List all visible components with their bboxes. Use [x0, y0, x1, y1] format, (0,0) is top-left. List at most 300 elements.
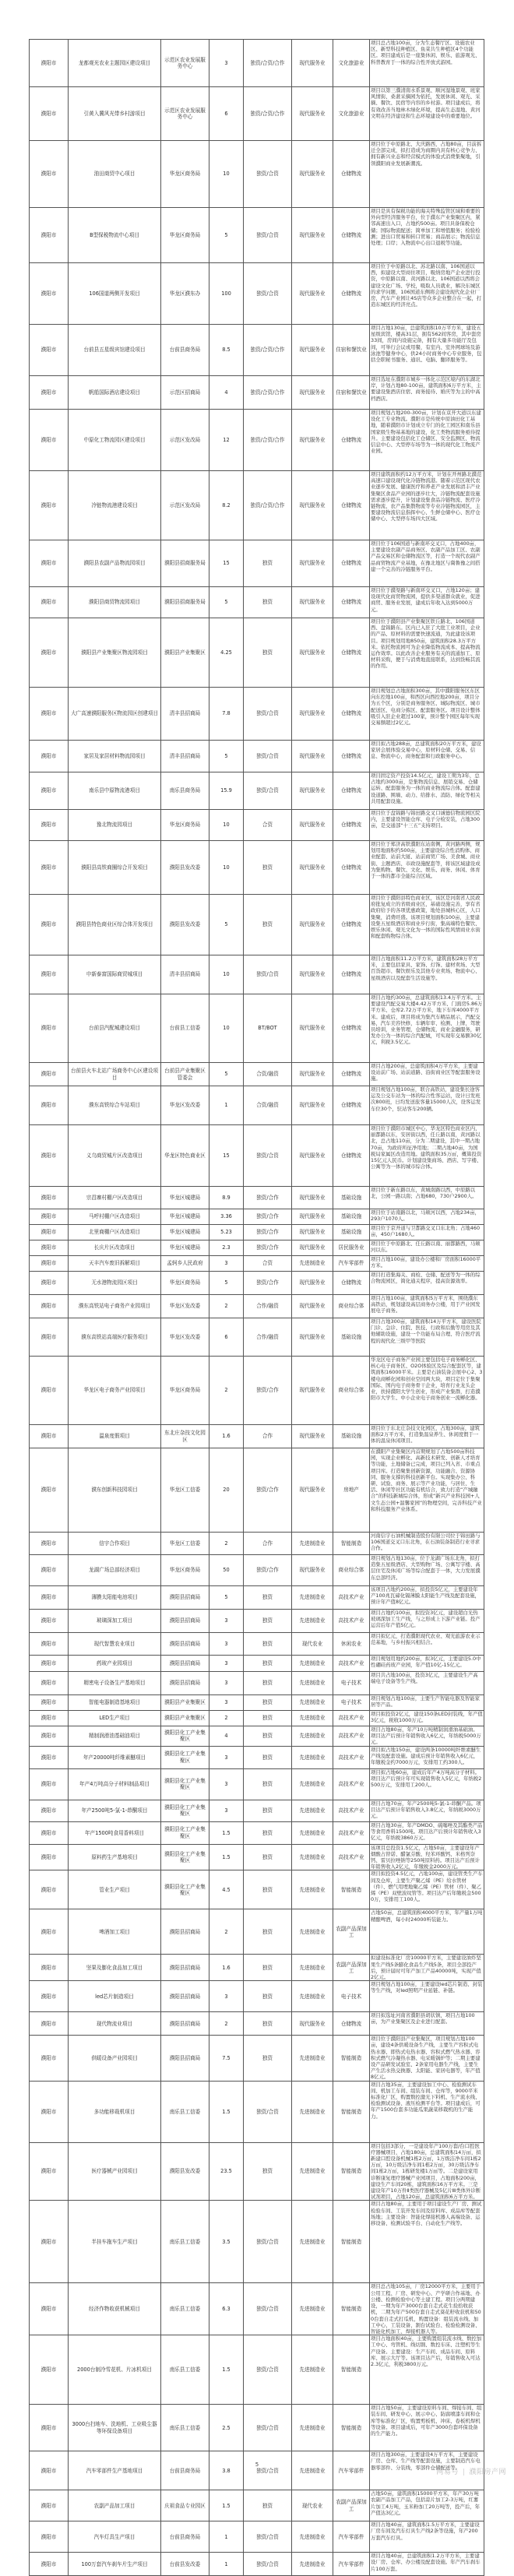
- city-cell: 濮阳市: [30, 895, 69, 955]
- sector-cell: 住宿和餐饮业: [333, 376, 370, 410]
- sector-cell: 仓储物流: [333, 1063, 370, 1086]
- investment-amount-cell: 1: [209, 2553, 244, 2576]
- city-cell: 濮阳市: [30, 841, 69, 895]
- city-cell: 濮阳市: [30, 1909, 69, 1955]
- investment-amount-cell: 4.25: [209, 618, 244, 688]
- table-row: [30, 810, 484, 841]
- contact-unit-cell: 南乐县工信委: [161, 2405, 209, 2451]
- table-row: [30, 1240, 484, 1256]
- sector-cell: 智能制造: [333, 2142, 370, 2201]
- investment-amount-cell: 5: [209, 1272, 244, 1295]
- table-row: [30, 263, 484, 325]
- description-cell: 项目占地40亩，建筑面积1.5万平方米，主要建设厂房车间及汽车灯具生产线2条等设施，年产200万套汽车灯具。: [370, 2521, 484, 2553]
- sector-cell: 高技术产业: [333, 1586, 370, 1610]
- cooperation-mode-cell: 独资: [244, 1656, 292, 1672]
- contact-unit-cell: 华龙区商务局: [161, 1555, 209, 1586]
- project-name-cell: LED生产项目: [69, 1711, 161, 1726]
- industry-cell: 先进制造业: [292, 2283, 333, 2335]
- investment-amount-cell: 4: [209, 376, 244, 410]
- project-name-cell: 2000台制冷雪花机、片冰机项目: [69, 2335, 161, 2405]
- investment-amount-cell: 1.6: [209, 1425, 244, 1448]
- contact-unit-cell: 台前县发改委: [161, 2553, 209, 2576]
- city-cell: 濮阳市: [30, 741, 69, 772]
- cooperation-mode-cell: 独资/合作: [244, 1225, 292, 1240]
- sector-cell: 农副产品深加工: [333, 2490, 370, 2521]
- city-cell: 濮阳市: [30, 1209, 69, 1225]
- city-cell: 濮阳市: [30, 2451, 69, 2490]
- industry-cell: 现代服务业: [292, 587, 333, 618]
- industry-cell: 先进制造业: [292, 1746, 333, 1768]
- sector-cell: 汽车零部件: [333, 2521, 370, 2553]
- investment-amount-cell: 5: [209, 1063, 244, 1086]
- contact-unit-cell: 濮阳县发改委: [161, 2142, 209, 2201]
- sector-cell: 仓储物流: [333, 1086, 370, 1125]
- contact-unit-cell: 濮阳县招商局: [161, 1633, 209, 1656]
- city-cell: 濮阳市: [30, 87, 69, 141]
- description-cell: 项目位于京开道与卫都路交叉口东北角；占地460亩，450户1680人。: [370, 1225, 484, 1240]
- industry-cell: 先进制造业: [292, 2036, 333, 2081]
- description-cell: 项目占地130亩，总建筑面积10万平方米，建设五星级宾馆，楼高31层，拥有562间客房，其中套房33间，房间内设施完备，拥有大量多功能厅及包间，可举行会议或用餐，有室内、室外网球场及游泳池等健身中心，供24小时商务中心专业服务，包括全职秘书服务、通讯、电脑、翻译服务等。: [370, 325, 484, 376]
- industry-cell: 现代服务业: [292, 263, 333, 325]
- investment-amount-cell: 2.5: [209, 2405, 244, 2451]
- table-row: [30, 2283, 484, 2335]
- table-row: [30, 1981, 484, 2012]
- project-name-cell: 坚果及膨化食品加工项目: [69, 1955, 161, 1981]
- project-name-cell: 濮阳县高铁商圈综合开发项目: [69, 841, 161, 895]
- investment-amount-cell: 15: [209, 540, 244, 587]
- description-cell: 项目规划占地200-300亩，计划在京开大道以东建设化工专业物流。濮阳市是传统中原油田化工基地，随着濮阳市计划成立专门的化工园区和南乐县国家级生物基基地的建设，化工类物流服务亟待提升。主要建设包括化工仓储区、安全监测区、物流信息中心、大型停车场等为一体的现代化工物流产业园。: [370, 410, 484, 471]
- description-cell: 项目位于106国道与新南环交叉口，占地400亩，主要建设农副产品商务区、农副产品加工区、农副产品交易区和仓储物流区等，打造一个现代农副产品商贸物流产业基地，在豫北地区与冀鲁豫之间搭建一个完善的冷链服务平台。: [370, 540, 484, 587]
- investment-amount-cell: 5: [209, 208, 244, 263]
- description-cell: 项目总占地105亩，厂房12000平方米，主要用于公用工程、厂房、研发中心、产学研合作基地、办公楼、检测检验中心等土建工程。项目分两期建设，一期为年产3000台套自走式花生捡拾收获机，二期为年产500台套自走式葵花籽收获机和500台套自走式打瓜机，购置设备：组装流水线、加工中心、工装设备、割台试验台、检验检测设备、智能化机加工、焊接机器人等。: [370, 2283, 484, 2335]
- contact-unit-cell: 濮阳县产业集聚区: [161, 1695, 209, 1711]
- project-name-cell: 无水港物流园区项目: [69, 1272, 161, 1295]
- sector-cell: 仓储物流: [333, 895, 370, 955]
- contact-unit-cell: 濮阳县招商局: [161, 2012, 209, 2036]
- contact-unit-cell: 濮阳县产业集聚区: [161, 618, 209, 688]
- city-cell: 濮阳市: [30, 2490, 69, 2521]
- project-name-cell: 濮东创新科技园项目: [69, 1448, 161, 1533]
- investment-amount-cell: 3: [209, 1610, 244, 1633]
- sector-cell: 房地产: [333, 1448, 370, 1533]
- industry-cell: 先进制造业: [292, 1955, 333, 1981]
- project-name-cell: 龙都观光农业主题园区建设项目: [69, 40, 161, 87]
- cooperation-mode-cell: 独资: [244, 1955, 292, 1981]
- industry-cell: 现代服务业: [292, 1357, 333, 1425]
- industry-cell: 现代服务业: [292, 208, 333, 263]
- investment-amount-cell: 8.5: [209, 325, 244, 376]
- city-cell: 濮阳市: [30, 2283, 69, 2335]
- contact-unit-cell: 濮阳县招商局: [161, 1610, 209, 1633]
- table-row: [30, 1063, 484, 1086]
- table-row: [30, 1800, 484, 1821]
- contact-unit-cell: 东北庄杂技文化园区: [161, 1425, 209, 1448]
- project-name-cell: 现代智慧农业项目: [69, 1633, 161, 1656]
- city-cell: 濮阳市: [30, 1586, 69, 1610]
- industry-cell: 现代农业: [292, 1633, 333, 1656]
- description-cell: 项目占地30亩，年产DMDO、硫噻唑及其酯类产品等食用香料1500吨。项目达产后预计年销售收入3亿元，年纳税3860万元。: [370, 1821, 484, 1844]
- industry-cell: 先进制造业: [292, 2451, 333, 2490]
- industry-cell: 现代服务业: [292, 376, 333, 410]
- city-cell: 濮阳市: [30, 2521, 69, 2553]
- project-name-cell: 信宇合作项目: [69, 1533, 161, 1555]
- watermark-brand: 网易号: [436, 2469, 459, 2476]
- cooperation-mode-cell: 合资: [244, 1256, 292, 1272]
- description-cell: 项目位于新东路以东，黄城南路以西，中原路以北，公园一路以南；占地680，730户2900人。: [370, 1187, 484, 1209]
- table-row: [30, 955, 484, 994]
- description-cell: 项目拟选址河南省濮阳县胡状镇，项目占地100亩，为产业集聚区及企业进行配套。: [370, 2012, 484, 2036]
- sector-cell: 高技术产业: [333, 1656, 370, 1672]
- sector-cell: 仓储物流: [333, 741, 370, 772]
- industry-cell: 现代服务业: [292, 2012, 333, 2036]
- table-row: [30, 618, 484, 688]
- contact-unit-cell: 南乐县工信委: [161, 2335, 209, 2405]
- sector-cell: 仓储物流: [333, 810, 370, 841]
- contact-unit-cell: 孟轲乡人民政府: [161, 1256, 209, 1272]
- table-row: [30, 2142, 484, 2201]
- cooperation-mode-cell: 合作/融资: [244, 1318, 292, 1357]
- investment-amount-cell: 10: [209, 994, 244, 1063]
- investment-projects-table: [29, 39, 484, 2576]
- cooperation-mode-cell: 独资/合作: [244, 1240, 292, 1256]
- project-name-cell: 濮阳县商贸物流园项目: [69, 587, 161, 618]
- industry-cell: 现代服务业: [292, 325, 333, 376]
- sector-cell: 仓储物流: [333, 2012, 370, 2036]
- description-cell: 河南信宇石油机械制造股份有限公司位于锦田路与106国道交叉口东北角，在石油装备制造行业寻求合作。: [370, 1533, 484, 1555]
- cooperation-mode-cell: 独资/合资: [244, 2283, 292, 2335]
- sector-cell: 智能制造: [333, 2283, 370, 2335]
- investment-amount-cell: 5: [209, 741, 244, 772]
- sector-cell: 仓储物流: [333, 955, 370, 994]
- project-name-cell: 医疗器械产业园项目: [69, 2142, 161, 2201]
- description-cell: 项目位于濮渠路与新南环交叉口，占地120亩；建设现代化商贸物流园，提供多渠道群众就业，促进商贸、服务业发展，建成后年收入达到5000万元。: [370, 587, 484, 618]
- table-row: [30, 376, 484, 410]
- city-cell: 濮阳市: [30, 540, 69, 587]
- investment-amount-cell: 20: [209, 1448, 244, 1533]
- project-name-cell: 台前县汽配城建设项目: [69, 994, 161, 1063]
- contact-unit-cell: 华龙区发改委: [161, 1086, 209, 1125]
- investment-amount-cell: 2.3: [209, 1240, 244, 1256]
- industry-cell: 先进制造业: [292, 1981, 333, 2012]
- city-cell: 濮阳市: [30, 325, 69, 376]
- city-cell: 濮阳市: [30, 1672, 69, 1695]
- investment-amount-cell: 100: [209, 263, 244, 325]
- investment-amount-cell: 3: [209, 1256, 244, 1272]
- cooperation-mode-cell: 独资/合作: [244, 1357, 292, 1425]
- investment-amount-cell: 8.2: [209, 471, 244, 540]
- project-name-cell: 智能电器制造基地项目: [69, 1695, 161, 1711]
- sector-cell: 仓储物流: [333, 1125, 370, 1187]
- project-name-cell: 台前县火车北站广场商务中心区建设项目: [69, 1063, 161, 1086]
- industry-cell: 现代服务业: [292, 471, 333, 540]
- sector-cell: 仓储物流: [333, 994, 370, 1063]
- investment-amount-cell: 5: [209, 1586, 244, 1610]
- sector-cell: 高技术产业: [333, 1711, 370, 1726]
- sector-cell: 电子技术: [333, 1981, 370, 2012]
- project-name-cell: led芯片制造项目: [69, 1981, 161, 2012]
- project-name-cell: 马呼村棚户区改造项目: [69, 1209, 161, 1225]
- table-row: [30, 1821, 484, 1844]
- description-cell: 项目拟占地60亩，建成后年产4万吨高分子材料。项目达产后预计年可实现销售收入5亿元，年纳税2500万元，安排用工200人。: [370, 1768, 484, 1800]
- project-name-cell: 冷链物流港建设项目: [69, 471, 161, 540]
- cooperation-mode-cell: 独资/合资/合作: [244, 471, 292, 540]
- table-row: [30, 540, 484, 587]
- contact-unit-cell: 濮阳县招商局: [161, 2036, 209, 2081]
- city-cell: 濮阳市: [30, 1955, 69, 1981]
- investment-amount-cell: 23.5: [209, 2142, 244, 2201]
- contact-unit-cell: 濮阳县招商局: [161, 1656, 209, 1672]
- project-name-cell: 农副产品加工项目: [69, 2490, 161, 2521]
- sector-cell: 文化旅游业: [333, 40, 370, 87]
- sector-cell: 高技术产业: [333, 1768, 370, 1800]
- city-cell: 濮阳市: [30, 1610, 69, 1633]
- contact-unit-cell: 华龙区濮东办: [161, 263, 209, 325]
- project-name-cell: 濮东高铁站高端医疗服务项目: [69, 1318, 161, 1357]
- project-name-cell: 宗昌寨村棚户区改造项目: [69, 1187, 161, 1209]
- city-cell: 濮阳市: [30, 1187, 69, 1209]
- project-name-cell: 年产4万吨高分子材料制品项目: [69, 1768, 161, 1800]
- sector-cell: 高技术产业: [333, 1800, 370, 1821]
- project-name-cell: 精密电子设备生产基地项目: [69, 1672, 161, 1695]
- project-name-cell: B型保税物流中心项目: [69, 208, 161, 263]
- investment-amount-cell: 5: [209, 895, 244, 955]
- city-cell: 濮阳市: [30, 1240, 69, 1256]
- cooperation-mode-cell: 独资/合作: [244, 1448, 292, 1533]
- contact-unit-cell: 华龙区工信委: [161, 1448, 209, 1533]
- city-cell: 濮阳市: [30, 1425, 69, 1448]
- investment-amount-cell: 1.5: [209, 2335, 244, 2405]
- cooperation-mode-cell: 独资: [244, 587, 292, 618]
- table-row: [30, 2012, 484, 2036]
- city-cell: 濮阳市: [30, 1746, 69, 1768]
- city-cell: 濮阳市: [30, 587, 69, 618]
- table-row: [30, 1448, 484, 1533]
- project-name-cell: 濮东高铁站电子商务产业园项目: [69, 1295, 161, 1318]
- cooperation-mode-cell: 独资/合资/合作: [244, 376, 292, 410]
- industry-cell: 先进制造业: [292, 1821, 333, 1844]
- table-row: [30, 688, 484, 741]
- industry-cell: 先进制造业: [292, 1533, 333, 1555]
- city-cell: 濮阳市: [30, 1357, 69, 1425]
- investment-amount-cell: 3.5: [209, 2201, 244, 2283]
- industry-cell: 现代服务业: [292, 841, 333, 895]
- description-cell: 项目占地约300亩，总建筑面积13.4万平方米。主要建设汽配交易大楼4.42万平方米、门面房5.86万平方米、仓库2.72万平方米，地下车库4000平方米。建成后，项目将成为集汽车精品展示，汽配交易，汽车美容快修，车辆年审、检测、上牌，驾驶员培训，业务管理，仓储物流，商业金融服务，研发办公为一体的综合汽配城，可实现年交易额30亿元，利税3.5亿元。: [370, 994, 484, 1063]
- project-name-cell: 汽车零部件生产基地项目: [69, 2451, 161, 2490]
- description-cell: 项目位于濮阳县产业集聚区，项目规划占地100亩，建设4条供暖设备生产线，主要生产容积式电热水器、即热式电热水器、容积式燃气热水器、容积式燃气冷凝热水器、电采暖锅炉等；二期主要建设产品研发试验室、2条家用电器生产线，主要生产生活水热交换器、太阳能、家居电器等，年产值8亿元。: [370, 2036, 484, 2081]
- investment-amount-cell: 2: [209, 1909, 244, 1955]
- investment-amount-cell: 2: [209, 1357, 244, 1425]
- contact-unit-cell: 示范区发改局: [161, 471, 209, 540]
- sector-cell: 仓储物流: [333, 540, 370, 587]
- cooperation-mode-cell: 独资: [244, 1610, 292, 1633]
- project-name-cell: 100万套汽车刹车片生产项目: [69, 2553, 161, 2576]
- city-cell: 濮阳市: [30, 1695, 69, 1711]
- project-name-cell: 濮阳县农副产品物流园项目: [69, 540, 161, 587]
- industry-cell: 现代服务业: [292, 1063, 333, 1086]
- description-cell: 项目位于濮阳市城区中心，华龙区特色商业区内，丽都路以东，安居街以西，任丘路以南，黄河路以北，总占地110亩，分为二期建设，其中一期占地70亩，为政府所征净用地；二期占地40亩，为国税局家属区改造用地。建筑面积35万㎡，概算投资15亿元人民币。计划建设集商场、酒店、写字楼、公寓等为一体的城市综合体。: [370, 1125, 484, 1187]
- cooperation-mode-cell: 独资: [244, 1711, 292, 1726]
- table-row: [30, 1909, 484, 1955]
- cooperation-mode-cell: BT/BOT: [244, 994, 292, 1063]
- project-name-cell: 原料药生产基地项目: [69, 1844, 161, 1870]
- table-row: [30, 1844, 484, 1870]
- description-cell: 项目位于中原路以北、苏北路以南、106国道以西，拟建设大型商住项目，吸纳房地产企业进行投资，中原路以南、黄河路以北、106国道以西将会建设文化广场、学校，吸取人员就业，解决东城区的求学问题，106国道东侧将会建设现代化企业厂房，汽车产业园让4S店等众多企业整合在一起，打造东城区的经济亮点。: [370, 263, 484, 325]
- contact-unit-cell: 濮阳县化工产业集聚区: [161, 1768, 209, 1800]
- sector-cell: 电子技术: [333, 1672, 370, 1695]
- industry-cell: 现代服务业: [292, 1272, 333, 1295]
- sector-cell: 休闲农业: [333, 1633, 370, 1656]
- cooperation-mode-cell: 独资: [244, 1672, 292, 1695]
- project-name-cell: 长庆片区改造项目: [69, 1240, 161, 1256]
- investment-amount-cell: 2: [209, 1533, 244, 1555]
- sector-cell: 仓储物流: [333, 141, 370, 208]
- sector-cell: 仓储物流: [333, 263, 370, 325]
- industry-cell: 先进制造业: [292, 1726, 333, 1747]
- cooperation-mode-cell: 独资: [244, 618, 292, 688]
- contact-unit-cell: 濮阳县发改委: [161, 895, 209, 955]
- table-row: [30, 208, 484, 263]
- investment-amount-cell: 3.8: [209, 2451, 244, 2490]
- description-cell: 项目以第三濮清南水系景观、顺河湿地景观、班家风情街、桑葚采摘园为依托，发展休闲、观光、采摘、餐饮、民宿等内容的乡村游。项目建成后，将有效改善当地林木绿化环境，提高生态湿地、黄河文明在经济建设和生态环境建设中的重要地位。: [370, 87, 484, 141]
- cooperation-mode-cell: 独资/合作: [244, 1272, 292, 1295]
- city-cell: 濮阳市: [30, 1633, 69, 1656]
- contact-unit-cell: 南乐县工信委: [161, 2201, 209, 2283]
- cooperation-mode-cell: 独资: [244, 2490, 292, 2521]
- sector-cell: 基础设施: [333, 1225, 370, 1240]
- description-cell: 项目占地35亩，主要建设加工中心、检验测试车间、机加工车间、组装车间、仓库等，9000平米标准化厂区，购置数控激光下料机、生产流水线、检验测试设备、液压检测平台等。项目建成后，可年产1500台套多功能瓜果蔬菜移栽机的生产能力。: [370, 2081, 484, 2142]
- contact-unit-cell: 华龙区商务局: [161, 208, 209, 263]
- description-cell: 项目占地300亩，建筑面积14万平方米，建设医院门诊、急诊、住院、医技、行政和后勤等用房及其他辅助设施，建设一个功能布局合理、符合医疗流程的现代化三级甲等医院: [370, 1318, 484, 1357]
- project-name-cell: 家居及家居材料物流园项目: [69, 741, 161, 772]
- table-row: [30, 410, 484, 471]
- contact-unit-cell: 濮阳县招商局: [161, 1586, 209, 1610]
- description-cell: 项目位于濮阳县特色商业区，该区是河南省人民政府批复成立的省级商业区，基础设施完善，享有省政府给予的各项优惠政策，地处县城核心区，人口集聚，消费旺盛。该项目规划面积100亩，主要建设集五星级酒店和商业步行街，集高端特色餐饮、娱乐休闲、观光文化为一体的国际性风情商业水街和配套购物综合体。: [370, 895, 484, 955]
- description-cell: 项目规划占地100亩，主要生产智能电器及智能家居等产品。: [370, 1695, 484, 1711]
- investment-amount-cell: 3: [209, 1672, 244, 1695]
- description-cell: 占地50亩，建筑面积15000平方米，年产30万吨农副产品加工产品，包括蒜片加工2-3万吨，红薯片加工4万吨，玉米粉加工20万吨等，投产后，年产值达3亿元。: [370, 2490, 484, 2521]
- sector-cell: 智能制造: [333, 1870, 370, 1909]
- project-name-cell: 年产20000吨纤维素醚项目: [69, 1746, 161, 1768]
- investment-amount-cell: 3: [209, 1695, 244, 1711]
- description-cell: 项目规划用地约200亩，拟3亿元，主要建设5.0中性硼硅药玻产业园，年产值10亿-15亿元。: [370, 1656, 484, 1672]
- city-cell: 濮阳市: [30, 471, 69, 540]
- table-row: [30, 2553, 484, 2576]
- investment-amount-cell: 1: [209, 1086, 244, 1125]
- table-row: [30, 2335, 484, 2405]
- investment-amount-cell: 3: [209, 40, 244, 87]
- table-row: [30, 1955, 484, 1981]
- contact-unit-cell: 濮阳县化工产业集聚区: [161, 1726, 209, 1747]
- cooperation-mode-cell: 独资/合资: [244, 772, 292, 810]
- contact-unit-cell: 示范区发改局: [161, 410, 209, 471]
- description-cell: 占地50亩，总建筑面积4000平方米，年产量1万吨精酿啤酒，每小时24000听装能力。: [370, 1909, 484, 1955]
- cooperation-mode-cell: 独资: [244, 2142, 292, 2201]
- sector-cell: 汽车零部件: [333, 2553, 370, 2576]
- project-name-cell: 精制润滑油基础油项目: [69, 1726, 161, 1747]
- city-cell: 濮阳市: [30, 1125, 69, 1187]
- city-cell: 濮阳市: [30, 1533, 69, 1555]
- contact-unit-cell: 濮阳县发改委: [161, 841, 209, 895]
- table-row: [30, 1633, 484, 1656]
- investment-amount-cell: 2: [209, 2012, 244, 2036]
- project-name-cell: 天丰汽车废旧拆解项目: [69, 1256, 161, 1272]
- sector-cell: 仓储物流: [333, 688, 370, 741]
- description-cell: 项目占地300亩，主要建设4万平方米，主要建设厂房、仓库、生产线等配套设施，主要制造汽车电器零部件、分装线，零部件仓储配送等。: [370, 2451, 484, 2490]
- city-cell: 濮阳市: [30, 1448, 69, 1533]
- description-cell: 项目占地面积40亩，主要购置组装流水线、数控加工中心、弯管机、线切割、数控车床、注塑机等生产设备。主要建设：生产车间、成品车间、原料库、展示大厅等。该项目达产后，年销售收入可达2.3亿元，利税3800万元。: [370, 2335, 484, 2405]
- sector-cell: 仓储物流: [333, 587, 370, 618]
- table-row: [30, 2405, 484, 2451]
- contact-unit-cell: 华龙区商务局: [161, 1357, 209, 1425]
- table-row: [30, 1672, 484, 1695]
- city-cell: 濮阳市: [30, 1800, 69, 1821]
- description-cell: 项目占地80亩，主要用于项目建设生产厂房、测试检验车间、工装开发车间及原料库、成品库等配套场地；主要设备：智能化焊接机器人高端设备、运移设备、检测试验平台、自动化生产线等。: [370, 2201, 484, 2283]
- table-row: [30, 1870, 484, 1909]
- city-cell: 濮阳市: [30, 1981, 69, 2012]
- industry-cell: 现代服务业: [292, 1295, 333, 1318]
- cooperation-mode-cell: 独资/合作: [244, 1209, 292, 1225]
- project-name-cell: 濮东高铁综合车站项目: [69, 1086, 161, 1125]
- contact-unit-cell: 濮阳县产业集聚区: [161, 1711, 209, 1726]
- contact-unit-cell: 华龙区城建局: [161, 1240, 209, 1256]
- investment-amount-cell: 6: [209, 1318, 244, 1357]
- city-cell: 濮阳市: [30, 263, 69, 325]
- description-cell: 项目建筑面积约12万平方米，计划在开州路北濮范高速口建设现代化冷链物流港。随着示范区现代农业逐步发展、健康医疗和养老产业发展和清丰产业集聚区食品产业园的逐步壮大，冷链物流配套设施需求逐步提升，计划建设集食品冷链物流、医疗冷链物流、农产品集散物流等专业冷链物流园区，主要建设物流信息指挥中心、生鲜仓储中心、医疗仓储中心、大型停车场四大区域。: [370, 471, 484, 540]
- industry-cell: 现代服务业: [292, 1225, 333, 1240]
- investment-amount-cell: 5: [209, 587, 244, 618]
- table-row: [30, 587, 484, 618]
- description-cell: 项目规划占地100亩，主要建设led芯片制造、封装等生产线，对led照明产业延链、补链。: [370, 1981, 484, 2012]
- contact-unit-cell: 濮阳县化工产业集聚区: [161, 1844, 209, 1870]
- city-cell: 濮阳市: [30, 1225, 69, 1240]
- industry-cell: 先进制造业: [292, 1768, 333, 1800]
- sector-cell: 仓储物流: [333, 208, 370, 263]
- city-cell: 濮阳市: [30, 1555, 69, 1586]
- project-name-cell: 温泉度假项目: [69, 1425, 161, 1448]
- cooperation-mode-cell: 合作: [244, 1425, 292, 1448]
- sector-cell: 仓储物流: [333, 618, 370, 688]
- contact-unit-cell: 濮阳县招商服务局: [161, 540, 209, 587]
- investment-amount-cell: 10: [209, 955, 244, 994]
- industry-cell: 先进制造业: [292, 2335, 333, 2405]
- description-cell: 在濮阳产业集聚区内首期规划了占地500亩科技园，实现企业孵化、高新技术研发、创新人才培育等功能，土地储备已完成，项目已列入省、市重点项目库。打造聚集创新资源，功能融合、资源协同、服务支撑的科技创新平台。实现集办公、科研、试验、商务、展示等产业功能，与居住、生活、休闲等社区功能有机结合，致力打造“产城融合”的科技新城综合体，形成“新兴产业科技园+人文生态公园+温馨家园”的物理空间，完善科技产业和科技服务产业体系。: [370, 1448, 484, 1533]
- watermark-source: 濮阳房产网: [469, 2469, 506, 2476]
- city-cell: 濮阳市: [30, 1318, 69, 1357]
- table-row: [30, 471, 484, 540]
- cooperation-mode-cell: 独资: [244, 1981, 292, 2012]
- description-cell: 项目占地200亩，总建筑面积4万平方米，主要建设站前广场、站前道路、沿街商业区等配套服务设施。: [370, 1063, 484, 1086]
- industry-cell: 现代服务业: [292, 40, 333, 87]
- sector-cell: 智能制造: [333, 2335, 370, 2405]
- project-name-cell: 中原化工物流园区建设项目: [69, 410, 161, 471]
- cooperation-mode-cell: 独资: [244, 1586, 292, 1610]
- industry-cell: 现代服务业: [292, 994, 333, 1063]
- project-name-cell: 多功能移栽机项目: [69, 2081, 161, 2142]
- description-cell: 项目拟占地150亩，建设两条10000吨纤维素醚生产线及配套设施。建成后预计年销售收入6亿元，年缴税金约7000万元，安排用工约300人。: [370, 1746, 484, 1768]
- description-cell: 项目规划占地100亩，联合高铁站，建设集长途客运及公交车站为一体的综合性客运站，设计日发班次800班，日均发送旅客量15000人次，设客运发车位30个，驻站客车200辆。: [370, 1086, 484, 1125]
- cooperation-mode-cell: 独资: [244, 1768, 292, 1800]
- industry-cell: 先进制造业: [292, 2081, 333, 2142]
- investment-amount-cell: 12: [209, 410, 244, 471]
- table-row: [30, 1656, 484, 1672]
- contact-unit-cell: 濮阳县招商局: [161, 1981, 209, 2012]
- description-cell: 项目总占地100亩，分为生态餐厅区、设施农业区、新型科技种植区、鱼菜共生种植区4个功能区。项目建成后是一座集休闲、娱乐、旅游观光、科普教育于一体的综合性开放式游园。: [370, 40, 484, 87]
- table-row: [30, 1125, 484, 1187]
- investment-amount-cell: 50: [209, 1555, 244, 1586]
- contact-unit-cell: 南乐县工信委: [161, 2283, 209, 2335]
- city-cell: 濮阳市: [30, 688, 69, 741]
- sector-cell: 仓储物流: [333, 772, 370, 810]
